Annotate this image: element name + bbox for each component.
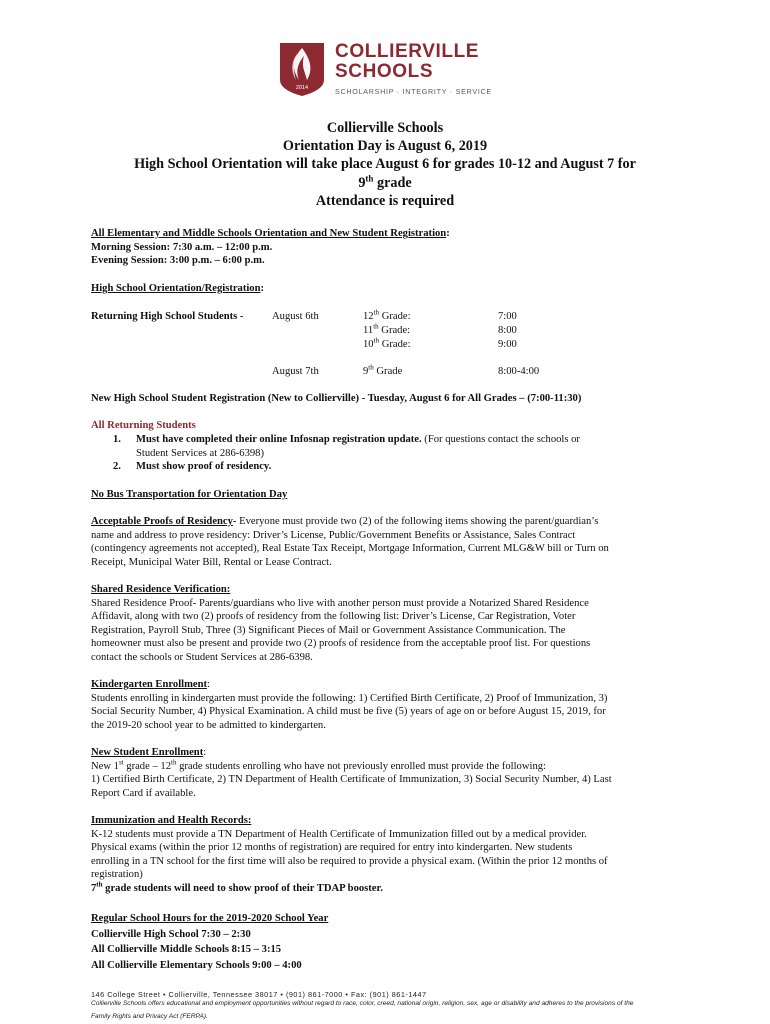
schedule-time: 8:00-4:00 xyxy=(498,366,540,377)
logo-wordmark: COLLIERVILLE SCHOOLS xyxy=(335,41,480,82)
high-school-heading: High School Orientation/Registration: xyxy=(91,283,265,294)
returning-list xyxy=(91,433,671,474)
shared-residence-section: Shared Residence Verification: Shared Residence Proof- Parents/guardians who live with another person must provide a Notarized Shared Residence Affidavit, along with two (2) proofs of residency from the following list: Driver’s License, Car Registration, Voter Registration, Payroll Stub, Three (3) Significant Pieces of Mail or Government Assistance Communication. The homeowner must also be present and provide two (2) proofs of residence from the acceptable proof list. For questions contact the schools or Student Services at 286-6398. xyxy=(91,584,591,663)
logo-tagline: SCHOLARSHIP · INTEGRITY · SERVICE xyxy=(335,87,492,96)
schedule-time: 7:00 xyxy=(498,311,517,322)
school-hours-section: Regular School Hours for the 2019-2020 School Year Collierville High School 7:30 – 2:30 All Collierville Middle Schools 8:15 – 3:15 All Collierville Elementary Schools 9:00 – 4:00 xyxy=(91,913,329,971)
district-logo xyxy=(277,40,517,100)
svg-text:2014: 2014 xyxy=(295,85,309,91)
no-bus-notice: No Bus Transportation for Orientation Day xyxy=(91,489,288,500)
list-item: 2. Must show proof of residency. xyxy=(113,461,272,473)
immunization-section: Immunization and Health Records: K-12 students must provide a TN Department of Health Certificate of Immunization filled out by a medical provider. Physical exams (within the prior 12 months of registration) are required for entry into kindergarten. New students enrolling in a TN school for the first time will also be required to provide a physical exam. (Within the prior 12 months of registration) 7th grade students will need to show proof of their TDAP booster. xyxy=(91,815,608,894)
schedule-date: August 7th xyxy=(272,366,319,377)
schedule-grade: 9th Grade xyxy=(363,363,403,377)
flame-shield-icon xyxy=(277,40,327,98)
page-title: Collierville Schools Orientation Day is August 6, 2019 High School Orientation will take place August 6 for grades 10-12 and August 7 for 9th grade Attendance is required xyxy=(134,120,636,209)
footer-disclaimer: Collierville Schools offers educational and employment opportunities without regard to race, color, creed, national origin, religion, sex, age or disability and adheres to the provisions of the Family Rights and Privacy Act (FERPA). xyxy=(91,1000,634,1020)
schedule-date: August 6th xyxy=(272,311,319,322)
returning-label: Returning High School Students - xyxy=(91,311,244,322)
schedule-grade: 10th Grade: xyxy=(363,336,411,350)
new-enrollment-section: New Student Enrollment: New 1st grade – 12th grade students enrolling who have not previously enrolled must provide the following: 1) Certified Birth Certificate, 2) TN Department of Health Certificate of Immunization, 3) Social Security Number, 4) Last Report Card if available. xyxy=(91,747,612,799)
kindergarten-section: Kindergarten Enrollment: Students enrolling in kindergarten must provide the following: 1) Certified Birth Certificate, 2) Proof of Immunization, 3) Social Security Number, 4) Physical Examination. A child must be five (5) years of age on or before August 15, 2019, for the 2019-20 school year to be admitted to kindergarten. xyxy=(91,679,608,731)
schedule-grade: 11th Grade: xyxy=(363,322,411,336)
proofs-section: Acceptable Proofs of Residency- Everyone must provide two (2) of the following items showing the parent/guardian’s name and address to prove residency: Driver’s License, Public/Government Benefits or Assistance, Sales Contract (contingency agreements not accepted), Real Estate Tax Receipt, Mortgage Information, Current MLG&W bill or Turn on Receipt, Municipal Water Bill, Rental or Lease Contract. xyxy=(91,516,609,568)
footer-address: 146 College Street • Collierville, Tennessee 38017 • (901) 861-7000 • Fax: (901) 861-1447 xyxy=(91,990,427,999)
list-item: 1. Must have completed their online Infosnap registration update. (For questions contact the schools or Student Services at 286-6398) xyxy=(113,434,580,459)
returning-heading: All Returning Students xyxy=(91,420,196,431)
schedule-grade: 12th Grade: xyxy=(363,308,411,322)
schedule-time: 8:00 xyxy=(498,325,517,336)
elementary-section: All Elementary and Middle Schools Orientation and New Student Registration: Morning Session: 7:30 a.m. – 12:00 p.m. Evening Session: 3:00 p.m. – 6:00 p.m. xyxy=(91,228,450,267)
new-hs-registration: New High School Student Registration (New to Collierville) - Tuesday, August 6 for All Grades – (7:00-11:30) xyxy=(91,393,582,404)
schedule-time: 9:00 xyxy=(498,339,517,350)
